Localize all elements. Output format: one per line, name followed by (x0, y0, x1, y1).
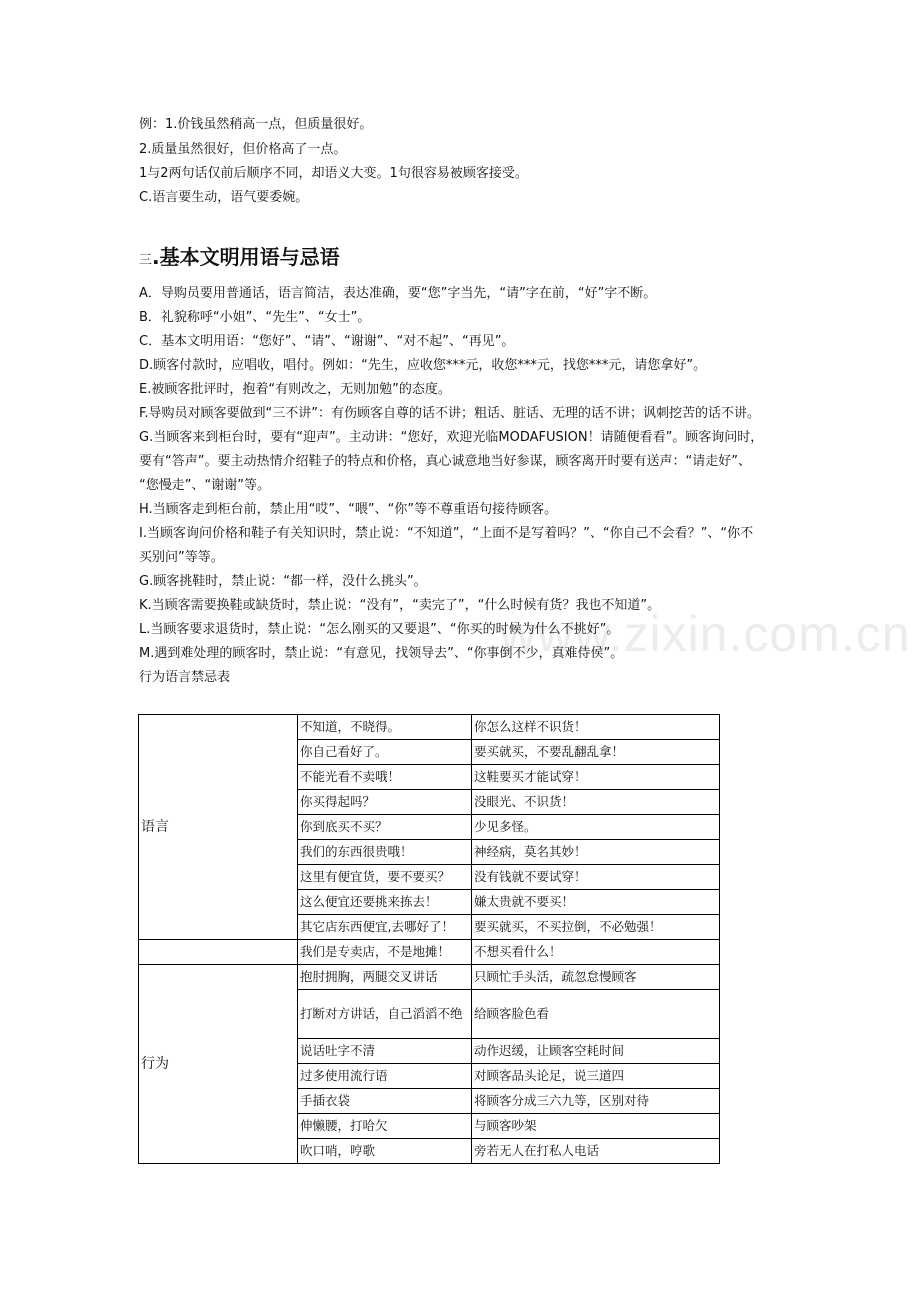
table-row (139, 715, 720, 740)
intro-line: 1与2两句话仅前后顺序不同，却语义大变。1句很容易被顾客接受。 (139, 166, 528, 181)
table-cell: 与顾客吵架 (472, 1114, 720, 1139)
taboo-table (138, 714, 720, 1164)
table-cell: 要买就买，不买拉倒，不必勉强！ (472, 915, 720, 940)
table-cell: 只顾忙手头活，疏忽怠慢顾客 (472, 965, 720, 990)
rule-line: G.当顾客来到柜台时，要有“迎声”。主动讲：“您好，欢迎光临MODAFUSION！请随便看看”。顾客询问时， (139, 430, 764, 445)
table-cell: 吹口哨，哼歌 (298, 1139, 472, 1164)
table-cell: 我们是专卖店，不是地摊！ (298, 940, 472, 965)
table-row (139, 965, 720, 990)
table-cell: 没眼光、不识货！ (472, 790, 720, 815)
table-cell: 要买就买，不要乱翻乱拿！ (472, 740, 720, 765)
table-cell: 少见多怪。 (472, 815, 720, 840)
rule-line: I.当顾客询问价格和鞋子有关知识时，禁止说：“不知道”，“上面不是写着吗？”、“你自己不会看？”、“你不 (139, 526, 754, 541)
table-cell: 说话吐字不清 (298, 1039, 472, 1064)
category-language: 语言 (139, 715, 298, 940)
rule-line: “您慢走”、“谢谢”等。 (139, 478, 270, 493)
table-cell: 打断对方讲话，自己滔滔不绝 (298, 990, 472, 1039)
rule-line: E.被顾客批评时，抱着“有则改之，无则加勉”的态度。 (139, 382, 451, 397)
intro-line: C.语言要生动，语气要委婉。 (139, 190, 309, 205)
rule-line: G.顾客挑鞋时，禁止说：“都一样，没什么挑头”。 (139, 574, 427, 589)
table-cell: 不知道，不晓得。 (298, 715, 472, 740)
table-cell: 你到底买不买？ (298, 815, 472, 840)
table-cell: 你自己看好了。 (298, 740, 472, 765)
table-cell: 手插衣袋 (298, 1089, 472, 1114)
table-caption: 行为语言禁忌表 (139, 670, 231, 685)
table-cell: 你买得起吗？ (298, 790, 472, 815)
rule-line: F.导购员对顾客要做到“三不讲”：有伤顾客自尊的话不讲；粗话、脏话、无理的话不讲；讽刺挖苦的话不讲。 (139, 406, 760, 421)
rule-line: D.顾客付款时，应唱收，唱付。例如：“先生，应收您***元，收您***元，找您***元，请您拿好”。 (139, 358, 707, 373)
rule-line: H.当顾客走到柜台前，禁止用“哎”、“喂”、“你”等不尊重语句接待顾客。 (139, 502, 558, 517)
rule-line: K.当顾客需要换鞋或缺货时，禁止说：“没有”，“卖完了”，“什么时候有货？我也不知道”。 (139, 598, 661, 613)
table-cell: 没有钱就不要试穿！ (472, 865, 720, 890)
intro-line: 例：1.价钱虽然稍高一点，但质量很好。 (139, 117, 373, 132)
table-cell: 将顾客分成三六九等，区别对待 (472, 1089, 720, 1114)
table-cell: 我们的东西很贵哦！ (298, 840, 472, 865)
table-cell: 神经病，莫名其妙！ (472, 840, 720, 865)
table-cell: 伸懒腰，打哈欠 (298, 1114, 472, 1139)
rule-line: B．礼貌称呼“小姐”、“先生”、“女士”。 (139, 310, 371, 325)
table-cell: 这里有便宜货，要不要买？ (298, 865, 472, 890)
table-cell: 不能光看不卖哦！ (298, 765, 472, 790)
table-cell: 嫌太贵就不要买！ (472, 890, 720, 915)
table-cell: 旁若无人在打私人电话 (472, 1139, 720, 1164)
table-row (139, 940, 720, 965)
category-behavior: 行为 (139, 965, 298, 1164)
section-title: .基本文明用语与忌语 (152, 245, 340, 269)
table-cell: 不想买看什么！ (472, 940, 720, 965)
table-cell: 其它店东西便宜,去哪好了！ (298, 915, 472, 940)
table-cell: 抱肘拥胸，两腿交叉讲话 (298, 965, 472, 990)
intro-line: 2.质量虽然很好，但价格高了一点。 (139, 142, 347, 157)
table-cell: 动作迟缓，让顾客空耗时间 (472, 1039, 720, 1064)
empty-category-cell (139, 940, 298, 965)
rule-line: M.遇到难处理的顾客时，禁止说：“有意见，找领导去”、“你事倒不少，真难侍侯”。 (139, 646, 624, 661)
table-cell: 这鞋要买才能试穿！ (472, 765, 720, 790)
table-cell: 你怎么这样不识货！ (472, 715, 720, 740)
section-heading (139, 244, 340, 274)
rule-line: A．导购员要用普通话，语言简洁，表达准确，要“您”字当先，“请”字在前，“好”字不断。 (139, 286, 657, 301)
watermark: www.zixin.com.cn (500, 606, 911, 662)
table-cell: 过多使用流行语 (298, 1064, 472, 1089)
table-cell: 这么便宜还要挑来拣去！ (298, 890, 472, 915)
rule-line: L.当顾客要求退货时，禁止说：“怎么刚买的又要退”、“你买的时候为什么不挑好”。 (139, 622, 620, 637)
table-cell: 给顾客脸色看 (472, 990, 720, 1039)
table-cell: 对顾客品头论足，说三道四 (472, 1064, 720, 1089)
section-number: 三 (139, 253, 153, 268)
rule-line: 要有“答声”。要主动热情介绍鞋子的特点和价格，真心诚意地当好参谋，顾客离开时要有送声：“请走好”、 (139, 454, 751, 469)
rule-line: 买别问”等等。 (139, 550, 224, 565)
rule-line: C．基本文明用语：“您好”、“请”、“谢谢”、“对不起”、“再见”。 (139, 334, 515, 349)
